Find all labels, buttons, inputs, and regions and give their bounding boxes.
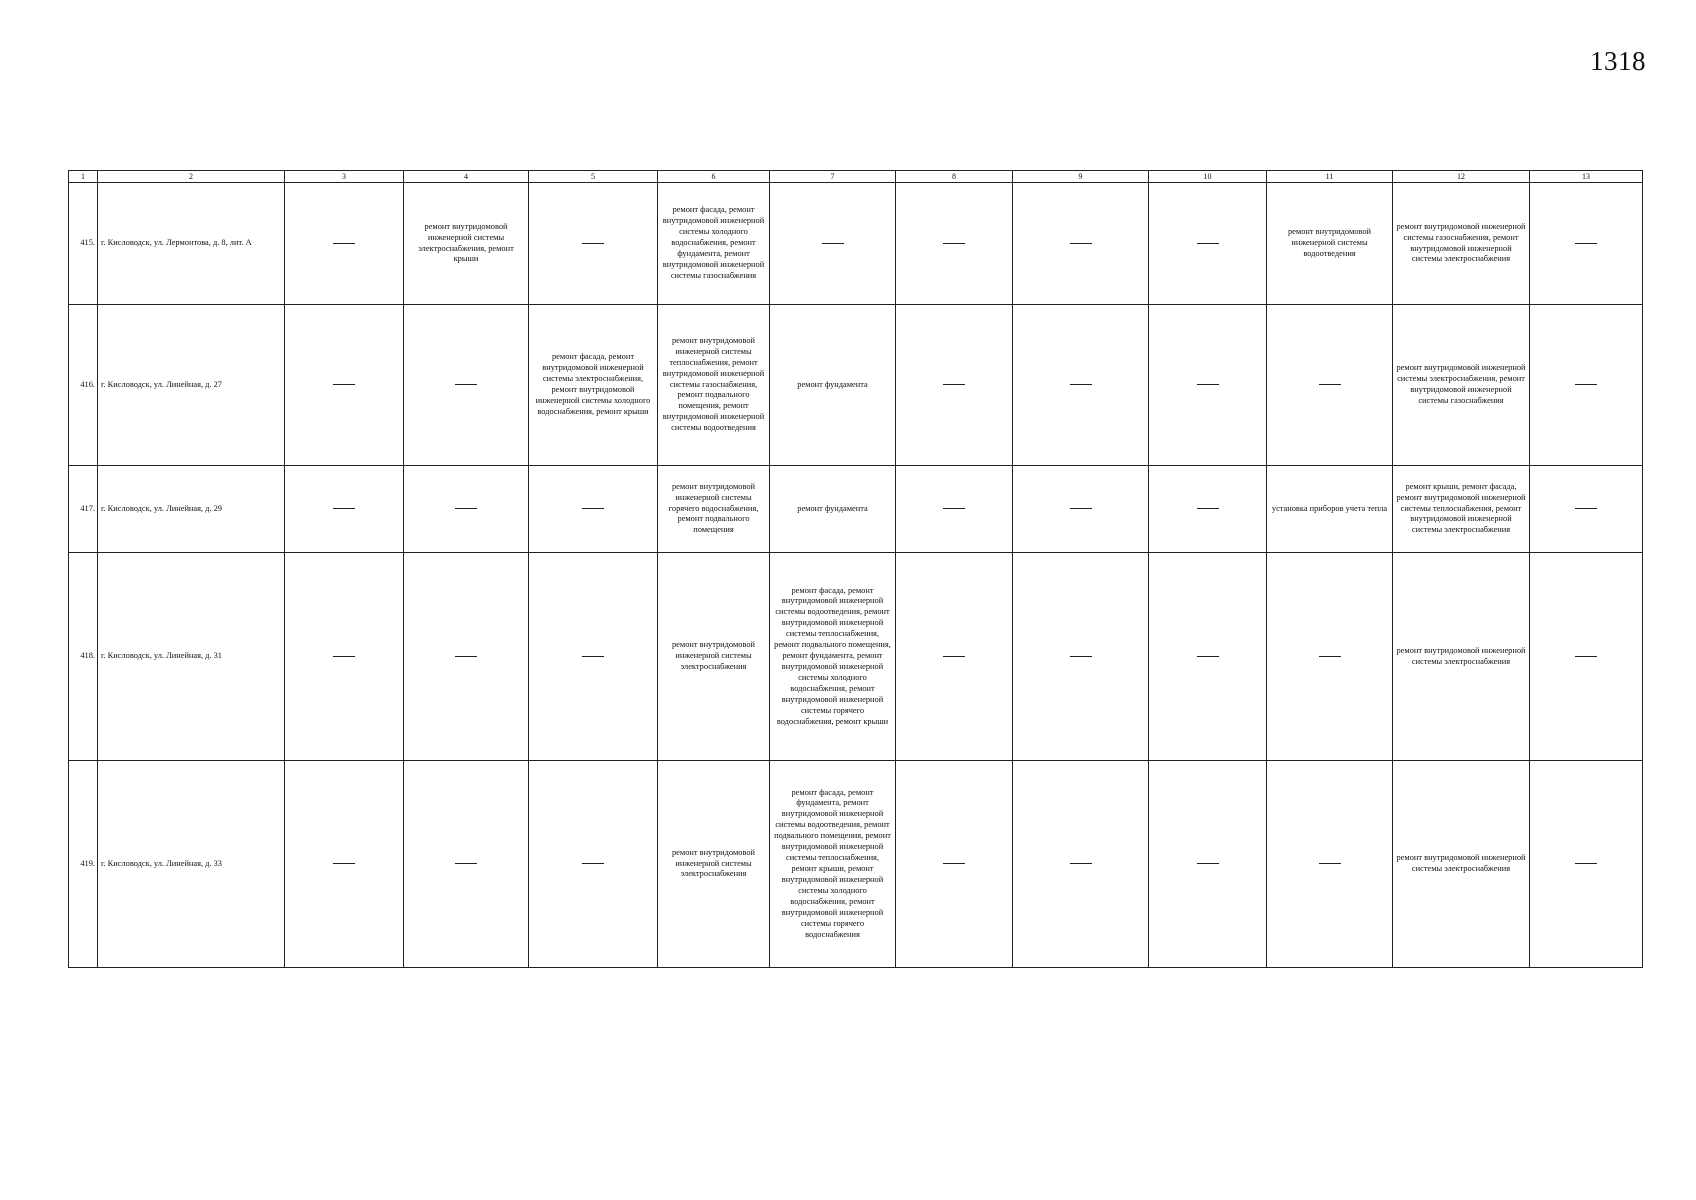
cell-col4: [404, 553, 529, 761]
dash-mark: [1575, 243, 1597, 244]
cell-col11: ремонт внутридомовой инженерной системы водоотведения: [1267, 183, 1393, 305]
dash-mark: [1070, 863, 1092, 864]
dash-mark: [582, 863, 604, 864]
cell-col3: [285, 305, 404, 466]
address-cell: г. Кисловодск, ул. Лермонтова, д. 8, лит. А: [98, 183, 285, 305]
dash-mark: [943, 508, 965, 509]
dash-mark: [333, 384, 355, 385]
dash-mark: [582, 243, 604, 244]
cell-col3: [285, 466, 404, 553]
cell-col4: [404, 761, 529, 968]
dash-mark: [943, 863, 965, 864]
column-header: 4: [404, 171, 529, 183]
cell-col5: [529, 183, 658, 305]
address-cell: г. Кисловодск, ул. Линейная, д. 29: [98, 466, 285, 553]
cell-col11: [1267, 305, 1393, 466]
row-number: 419.: [69, 761, 98, 968]
dash-mark: [333, 508, 355, 509]
dash-mark: [582, 508, 604, 509]
column-number-row: [69, 171, 1643, 183]
cell-col5: [529, 761, 658, 968]
dash-mark: [333, 243, 355, 244]
cell-col12: ремонт крыши, ремонт фасада, ремонт внутридомовой инженерной системы теплоснабжения, ремонт внутридомовой инженерной системы электроснабжения: [1393, 466, 1530, 553]
cell-col10: [1149, 761, 1267, 968]
cell-col9: [1013, 761, 1149, 968]
column-header: 3: [285, 171, 404, 183]
dash-mark: [1319, 863, 1341, 864]
address-cell: г. Кисловодск, ул. Линейная, д. 27: [98, 305, 285, 466]
cell-col8: [896, 761, 1013, 968]
dash-mark: [1070, 384, 1092, 385]
cell-col9: [1013, 305, 1149, 466]
cell-col11: [1267, 553, 1393, 761]
cell-col4: [404, 305, 529, 466]
page-number: 1318: [1590, 46, 1646, 76]
cell-col7: ремонт фундамента: [770, 305, 896, 466]
cell-col3: [285, 183, 404, 305]
column-header: 8: [896, 171, 1013, 183]
cell-col10: [1149, 305, 1267, 466]
table-row: [69, 553, 1643, 761]
cell-col7: ремонт фасада, ремонт внутридомовой инженерной системы водоотведения, ремонт внутридомовой инженерной системы теплоснабжения, ремонт подвального помещения, ремонт фундамента, ремонт внутридомовой инженерной системы холодного водоснабжения, ремонт внутридомовой инженерной системы горячего водоснабжения, ремонт крыши: [770, 553, 896, 761]
address-cell: г. Кисловодск, ул. Линейная, д. 31: [98, 553, 285, 761]
column-header: 2: [98, 171, 285, 183]
row-number: 418.: [69, 553, 98, 761]
dash-mark: [455, 863, 477, 864]
cell-col9: [1013, 553, 1149, 761]
cell-col10: [1149, 183, 1267, 305]
table-row: [69, 183, 1643, 305]
dash-mark: [1575, 384, 1597, 385]
dash-mark: [333, 656, 355, 657]
repair-schedule-table: [68, 170, 1643, 968]
cell-col4: ремонт внутридомовой инженерной системы электроснабжения, ремонт крыши: [404, 183, 529, 305]
cell-col5: ремонт фасада, ремонт внутридомовой инженерной системы электроснабжения, ремонт внутридомовой инженерной системы холодного водоснабжения, ремонт крыши: [529, 305, 658, 466]
table-row: [69, 466, 1643, 553]
column-header: 5: [529, 171, 658, 183]
dash-mark: [1319, 656, 1341, 657]
dash-mark: [1575, 863, 1597, 864]
cell-col3: [285, 553, 404, 761]
column-header: 1: [69, 171, 98, 183]
address-cell: г. Кисловодск, ул. Линейная, д. 33: [98, 761, 285, 968]
column-header: 7: [770, 171, 896, 183]
cell-col3: [285, 761, 404, 968]
cell-col8: [896, 305, 1013, 466]
dash-mark: [455, 384, 477, 385]
cell-col6: ремонт фасада, ремонт внутридомовой инженерной системы холодного водоснабжения, ремонт фундамента, ремонт внутридомовой инженерной системы газоснабжения: [658, 183, 770, 305]
row-number: 415.: [69, 183, 98, 305]
cell-col6: ремонт внутридомовой инженерной системы теплоснабжения, ремонт внутридомовой инженерной системы газоснабжения, ремонт подвального помещения, ремонт внутридомовой инженерной системы водоотведения: [658, 305, 770, 466]
dash-mark: [455, 656, 477, 657]
cell-col4: [404, 466, 529, 553]
cell-col12: ремонт внутридомовой инженерной системы электроснабжения: [1393, 761, 1530, 968]
table-row: [69, 761, 1643, 968]
dash-mark: [943, 243, 965, 244]
cell-col12: ремонт внутридомовой инженерной системы газоснабжения, ремонт внутридомовой инженерной системы электроснабжения: [1393, 183, 1530, 305]
cell-col7: ремонт фасада, ремонт фундамента, ремонт внутридомовой инженерной системы водоотведения, ремонт подвального помещения, ремонт внутридомовой инженерной системы теплоснабжения, ремонт крыши, ремонт внутридомовой инженерной системы холодного водоснабжения, ремонт внутридомовой инженерной системы горячего водоснабжения: [770, 761, 896, 968]
cell-col12: ремонт внутридомовой инженерной системы электроснабжения, ремонт внутридомовой инженерной системы газоснабжения: [1393, 305, 1530, 466]
dash-mark: [1070, 508, 1092, 509]
dash-mark: [1070, 243, 1092, 244]
column-header: 13: [1530, 171, 1643, 183]
cell-col10: [1149, 466, 1267, 553]
cell-col11: установка приборов учета тепла: [1267, 466, 1393, 553]
cell-col8: [896, 466, 1013, 553]
cell-col5: [529, 466, 658, 553]
cell-col12: ремонт внутридомовой инженерной системы электроснабжения: [1393, 553, 1530, 761]
cell-col13: [1530, 305, 1643, 466]
cell-col13: [1530, 761, 1643, 968]
cell-col9: [1013, 183, 1149, 305]
dash-mark: [1575, 656, 1597, 657]
dash-mark: [1197, 508, 1219, 509]
row-number: 417.: [69, 466, 98, 553]
cell-col11: [1267, 761, 1393, 968]
dash-mark: [943, 656, 965, 657]
cell-col6: ремонт внутридомовой инженерной системы горячего водоснабжения, ремонт подвального помещения: [658, 466, 770, 553]
cell-col8: [896, 553, 1013, 761]
cell-col6: ремонт внутридомовой инженерной системы электроснабжения: [658, 553, 770, 761]
dash-mark: [1197, 243, 1219, 244]
cell-col7: ремонт фундамента: [770, 466, 896, 553]
dash-mark: [943, 384, 965, 385]
cell-col10: [1149, 553, 1267, 761]
cell-col5: [529, 553, 658, 761]
cell-col8: [896, 183, 1013, 305]
column-header: 12: [1393, 171, 1530, 183]
dash-mark: [822, 243, 844, 244]
dash-mark: [455, 508, 477, 509]
dash-mark: [1197, 656, 1219, 657]
column-header: 10: [1149, 171, 1267, 183]
dash-mark: [1319, 384, 1341, 385]
column-header: 11: [1267, 171, 1393, 183]
dash-mark: [333, 863, 355, 864]
cell-col9: [1013, 466, 1149, 553]
dash-mark: [1197, 863, 1219, 864]
cell-col7: [770, 183, 896, 305]
dash-mark: [1197, 384, 1219, 385]
cell-col13: [1530, 553, 1643, 761]
dash-mark: [1070, 656, 1092, 657]
table-row: [69, 305, 1643, 466]
column-header: 9: [1013, 171, 1149, 183]
column-header: 6: [658, 171, 770, 183]
dash-mark: [582, 656, 604, 657]
cell-col13: [1530, 183, 1643, 305]
dash-mark: [1575, 508, 1597, 509]
cell-col13: [1530, 466, 1643, 553]
cell-col6: ремонт внутридомовой инженерной системы электроснабжения: [658, 761, 770, 968]
row-number: 416.: [69, 305, 98, 466]
